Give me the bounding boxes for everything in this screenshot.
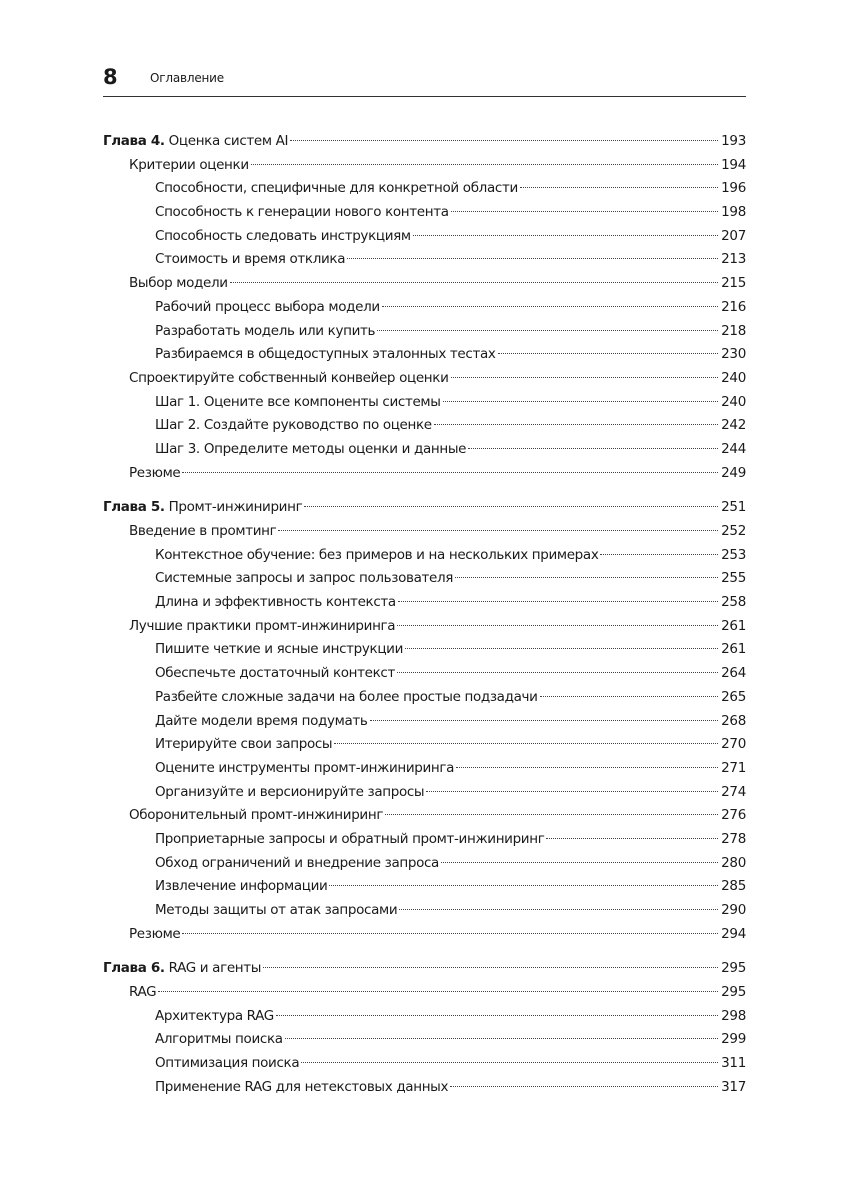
- page-ref: 240: [721, 393, 746, 410]
- page-ref: 274: [721, 783, 746, 800]
- entry-title: Резюме: [129, 464, 181, 481]
- dot-leader: [546, 837, 718, 839]
- dot-leader: [304, 505, 718, 507]
- dot-leader: [382, 305, 718, 307]
- dot-leader: [385, 813, 718, 815]
- page-ref: 264: [721, 665, 746, 682]
- toc-subsection-row[interactable]: [103, 686, 746, 710]
- toc-section-row[interactable]: [103, 154, 746, 178]
- page-ref: 299: [721, 1031, 746, 1048]
- toc-subsection-row[interactable]: [103, 320, 746, 344]
- toc-subsection-row[interactable]: [103, 852, 746, 876]
- page-ref: 311: [721, 1055, 746, 1072]
- dot-leader: [451, 210, 718, 212]
- chapter-title: [103, 130, 288, 154]
- dot-leader: [397, 624, 718, 626]
- chapter-name: RAG и агенты: [164, 960, 262, 977]
- chapter-label: Глава 6.: [103, 960, 165, 977]
- dot-leader: [370, 719, 719, 721]
- toc-section-row[interactable]: [103, 367, 746, 391]
- entry-title: Шаг 3. Определите методы оценки и данные: [155, 440, 467, 457]
- page-ref: 255: [721, 570, 746, 587]
- page-ref: 290: [721, 902, 746, 918]
- toc-section-row[interactable]: [103, 520, 746, 544]
- dot-leader: [441, 861, 718, 863]
- entry-title: Способность следовать инструкциям: [155, 227, 411, 244]
- toc-section-row[interactable]: [103, 272, 746, 296]
- entry-title: Архитектура RAG: [155, 1007, 274, 1024]
- entry-title: Оцените инструменты промт-инжиниринга: [155, 759, 455, 776]
- page-ref: 215: [721, 275, 746, 292]
- dot-leader: [443, 400, 719, 402]
- entry-title: Применение RAG для нетекстовых данных: [155, 1078, 449, 1095]
- toc-subsection-row[interactable]: [103, 1052, 746, 1076]
- chapter-title: [103, 496, 302, 520]
- toc-subsection-row[interactable]: [103, 875, 746, 899]
- chapter-label: Глава 4.: [103, 133, 165, 149]
- entry-title: Разбейте сложные задачи на более простые подзадачи: [155, 688, 538, 705]
- page-ref: 240: [721, 369, 746, 386]
- dot-leader: [540, 695, 719, 697]
- toc-chapter-row[interactable]: [103, 130, 746, 154]
- page-ref: 265: [721, 688, 746, 705]
- running-title: Оглавление: [150, 71, 224, 85]
- toc-subsection-row[interactable]: [103, 638, 746, 662]
- entry-title: Разбираемся в общедоступных эталонных тестах: [155, 346, 496, 363]
- entry-title: Системные запросы и запрос пользователя: [155, 570, 454, 587]
- page-ref: 251: [721, 499, 746, 516]
- chapter-label: Глава 5.: [103, 499, 165, 516]
- entry-title: Методы защиты от атак запросами: [155, 902, 398, 918]
- dot-leader: [230, 281, 718, 283]
- entry-title: Длина и эффективность контекста: [155, 594, 396, 611]
- page-ref: 198: [721, 204, 746, 221]
- entry-title: Извлечение информации: [155, 878, 328, 895]
- dot-leader: [426, 790, 718, 792]
- dot-leader: [434, 423, 718, 425]
- dot-leader: [413, 234, 718, 236]
- dot-leader: [301, 1061, 718, 1063]
- entry-title: Дайте модели время подумать: [155, 712, 368, 729]
- page-ref: 216: [721, 298, 746, 315]
- page-ref: 271: [721, 759, 746, 776]
- dot-leader: [182, 471, 718, 473]
- dot-leader: [520, 186, 718, 188]
- toc-section-row[interactable]: [103, 615, 746, 639]
- toc-subsection-row[interactable]: [103, 1028, 746, 1052]
- dot-leader: [347, 257, 718, 259]
- page-ref: 213: [721, 251, 746, 268]
- entry-title: Алгоритмы поиска: [155, 1031, 283, 1048]
- page-header: [103, 64, 746, 97]
- toc-subsection-row[interactable]: [103, 591, 746, 615]
- toc-subsection-row[interactable]: [103, 225, 746, 249]
- chapter-name: Оценка систем AI: [164, 133, 289, 149]
- page-number: 8: [103, 65, 118, 89]
- dot-leader: [290, 139, 718, 141]
- toc-subsection-row[interactable]: [103, 1005, 746, 1029]
- page-ref: 194: [721, 156, 746, 173]
- toc-subsection-row[interactable]: [103, 177, 746, 201]
- toc-subsection-row[interactable]: [103, 248, 746, 272]
- entry-title: Итерируйте свои запросы: [155, 736, 333, 753]
- page-ref: 294: [721, 925, 746, 942]
- entry-title: Спроектируйте собственный конвейер оценки: [129, 369, 449, 386]
- entry-title: Шаг 1. Оцените все компоненты системы: [155, 393, 441, 410]
- page-ref: 242: [721, 417, 746, 434]
- page-ref: 298: [721, 1007, 746, 1024]
- toc-subsection-row[interactable]: [103, 757, 746, 781]
- page-ref: 207: [721, 227, 746, 244]
- page-ref: 280: [721, 854, 746, 871]
- entry-title: Введение в промтинг: [129, 523, 277, 539]
- toc-subsection-row[interactable]: [103, 201, 746, 225]
- toc-section-row[interactable]: [103, 462, 746, 486]
- toc-subsection-row[interactable]: [103, 343, 746, 367]
- toc-subsection-row[interactable]: [103, 296, 746, 320]
- page-ref: 278: [721, 830, 746, 847]
- page-ref: 196: [721, 180, 746, 197]
- entry-title: Проприетарные запросы и обратный промт-инжиниринг: [155, 830, 545, 847]
- entry-title: Оптимизация поиска: [155, 1055, 300, 1072]
- page-ref: 261: [721, 617, 746, 634]
- entry-title: Организуйте и версионируйте запросы: [155, 783, 425, 800]
- chapter-block: [103, 957, 746, 1099]
- page-ref: 253: [721, 546, 746, 563]
- dot-leader: [276, 1014, 718, 1016]
- toc-subsection-row[interactable]: [103, 781, 746, 805]
- dot-leader: [285, 1037, 718, 1039]
- entry-title: Шаг 2. Создайте руководство по оценке: [155, 417, 432, 434]
- entry-title: Способность к генерации нового контента: [155, 204, 449, 221]
- page-ref: 230: [721, 346, 746, 363]
- dot-leader: [251, 163, 718, 165]
- page-ref: 268: [721, 712, 746, 729]
- entry-title: Пишите четкие и ясные инструкции: [155, 641, 404, 658]
- toc-subsection-row[interactable]: [103, 438, 746, 462]
- entry-title: Контекстное обучение: без примеров и на нескольких примерах: [155, 546, 599, 563]
- dot-leader: [468, 447, 718, 449]
- toc-subsection-row[interactable]: [103, 1076, 746, 1100]
- page-ref: 295: [721, 960, 746, 977]
- toc-section-row[interactable]: [103, 923, 746, 947]
- toc-chapter-row[interactable]: [103, 957, 746, 981]
- dot-leader: [377, 329, 718, 331]
- chapter-name: Промт-инжиниринг: [164, 499, 303, 516]
- toc-subsection-row[interactable]: [103, 567, 746, 591]
- entry-title: Оборонительный промт-инжиниринг: [129, 807, 384, 824]
- entry-title: Резюме: [129, 925, 181, 942]
- dot-leader: [399, 908, 718, 910]
- dot-leader: [456, 766, 718, 768]
- toc-subsection-row[interactable]: [103, 414, 746, 438]
- page-ref: 258: [721, 594, 746, 611]
- page-ref: 252: [721, 523, 746, 539]
- page-ref: 276: [721, 807, 746, 824]
- dot-leader: [451, 376, 719, 378]
- dot-leader: [158, 990, 718, 992]
- dot-leader: [450, 1085, 718, 1087]
- entry-title: Выбор модели: [129, 275, 228, 292]
- toc-subsection-row[interactable]: [103, 662, 746, 686]
- dot-leader: [455, 576, 718, 578]
- toc-subsection-row[interactable]: [103, 899, 746, 923]
- toc-subsection-row[interactable]: [103, 828, 746, 852]
- page-ref: 244: [721, 440, 746, 457]
- dot-leader: [600, 553, 718, 555]
- toc-chapter-row[interactable]: [103, 496, 746, 520]
- toc-section-row[interactable]: [103, 981, 746, 1005]
- page-ref: 261: [721, 641, 746, 658]
- dot-leader: [278, 529, 718, 531]
- page-ref: 249: [721, 464, 746, 481]
- toc-section-row[interactable]: [103, 804, 746, 828]
- entry-title: Разработать модель или купить: [155, 322, 376, 339]
- entry-title: Стоимость и время отклика: [155, 251, 346, 268]
- entry-title: Обход ограничений и внедрение запроса: [155, 854, 439, 871]
- dot-leader: [334, 742, 718, 744]
- dot-leader: [498, 352, 719, 354]
- toc-subsection-row[interactable]: [103, 391, 746, 415]
- page-ref: 285: [721, 878, 746, 895]
- entry-title: Критерии оценки: [129, 156, 249, 173]
- entry-title: RAG: [129, 984, 157, 1001]
- entry-title: Рабочий процесс выбора модели: [155, 298, 380, 315]
- chapter-title: [103, 957, 261, 981]
- page-ref: 317: [721, 1078, 746, 1095]
- entry-title: Лучшие практики промт-инжиниринга: [129, 617, 396, 634]
- page-ref: 270: [721, 736, 746, 753]
- entry-title: Обеспечьте достаточный контекст: [155, 665, 396, 682]
- dot-leader: [398, 600, 718, 602]
- table-of-contents: [103, 130, 746, 1100]
- page-ref: 193: [721, 133, 746, 149]
- chapter-block: [103, 130, 746, 485]
- dot-leader: [405, 647, 718, 649]
- dot-leader: [182, 932, 718, 934]
- chapter-block: [103, 496, 746, 946]
- dot-leader: [263, 966, 718, 968]
- toc-subsection-row[interactable]: [103, 544, 746, 568]
- page-ref: 218: [721, 322, 746, 339]
- page-ref: 295: [721, 984, 746, 1001]
- dot-leader: [397, 671, 718, 673]
- entry-title: Способности, специфичные для конкретной области: [155, 180, 518, 197]
- toc-subsection-row[interactable]: [103, 733, 746, 757]
- toc-subsection-row[interactable]: [103, 710, 746, 734]
- dot-leader: [329, 884, 718, 886]
